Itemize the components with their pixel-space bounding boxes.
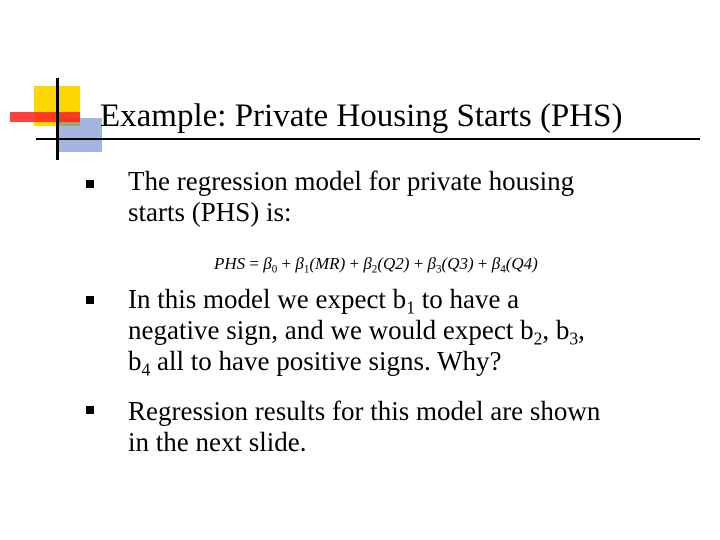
decor-red-bar	[10, 112, 80, 122]
bullet-3-line-2: in the next slide.	[128, 427, 307, 457]
decor-vertical-line	[56, 78, 59, 160]
bullet-2-text: In this model we expect $b_1$ to have a negative sign, and we would expect $b_2$, $b_3$, $b_4$ all to have positive signs. Why?	[128, 284, 585, 380]
slide-title: Example: Private Housing Starts (PHS)	[100, 98, 623, 134]
bullet-1-text	[128, 166, 708, 228]
bullet-3-text	[128, 396, 708, 458]
decor-blue-square	[56, 118, 102, 152]
bullet-1-line-1: The regression model for private housing	[128, 166, 575, 196]
regression-formula: PHS = $\beta_0 + \beta_1(MR) + \beta_2(Q2) + \beta_3(Q3) + \beta_4(Q4)$	[214, 254, 538, 276]
formula-lhs: PHS	[214, 254, 246, 273]
bullet-1-line-2: starts (PHS) is:	[128, 197, 292, 227]
decor-horizontal-line	[36, 138, 700, 140]
bullet-marker	[86, 406, 94, 414]
bullet-marker	[86, 296, 94, 304]
bullet-marker	[86, 180, 94, 188]
bullet-3-line-1: Regression results for this model are shown	[128, 396, 601, 426]
